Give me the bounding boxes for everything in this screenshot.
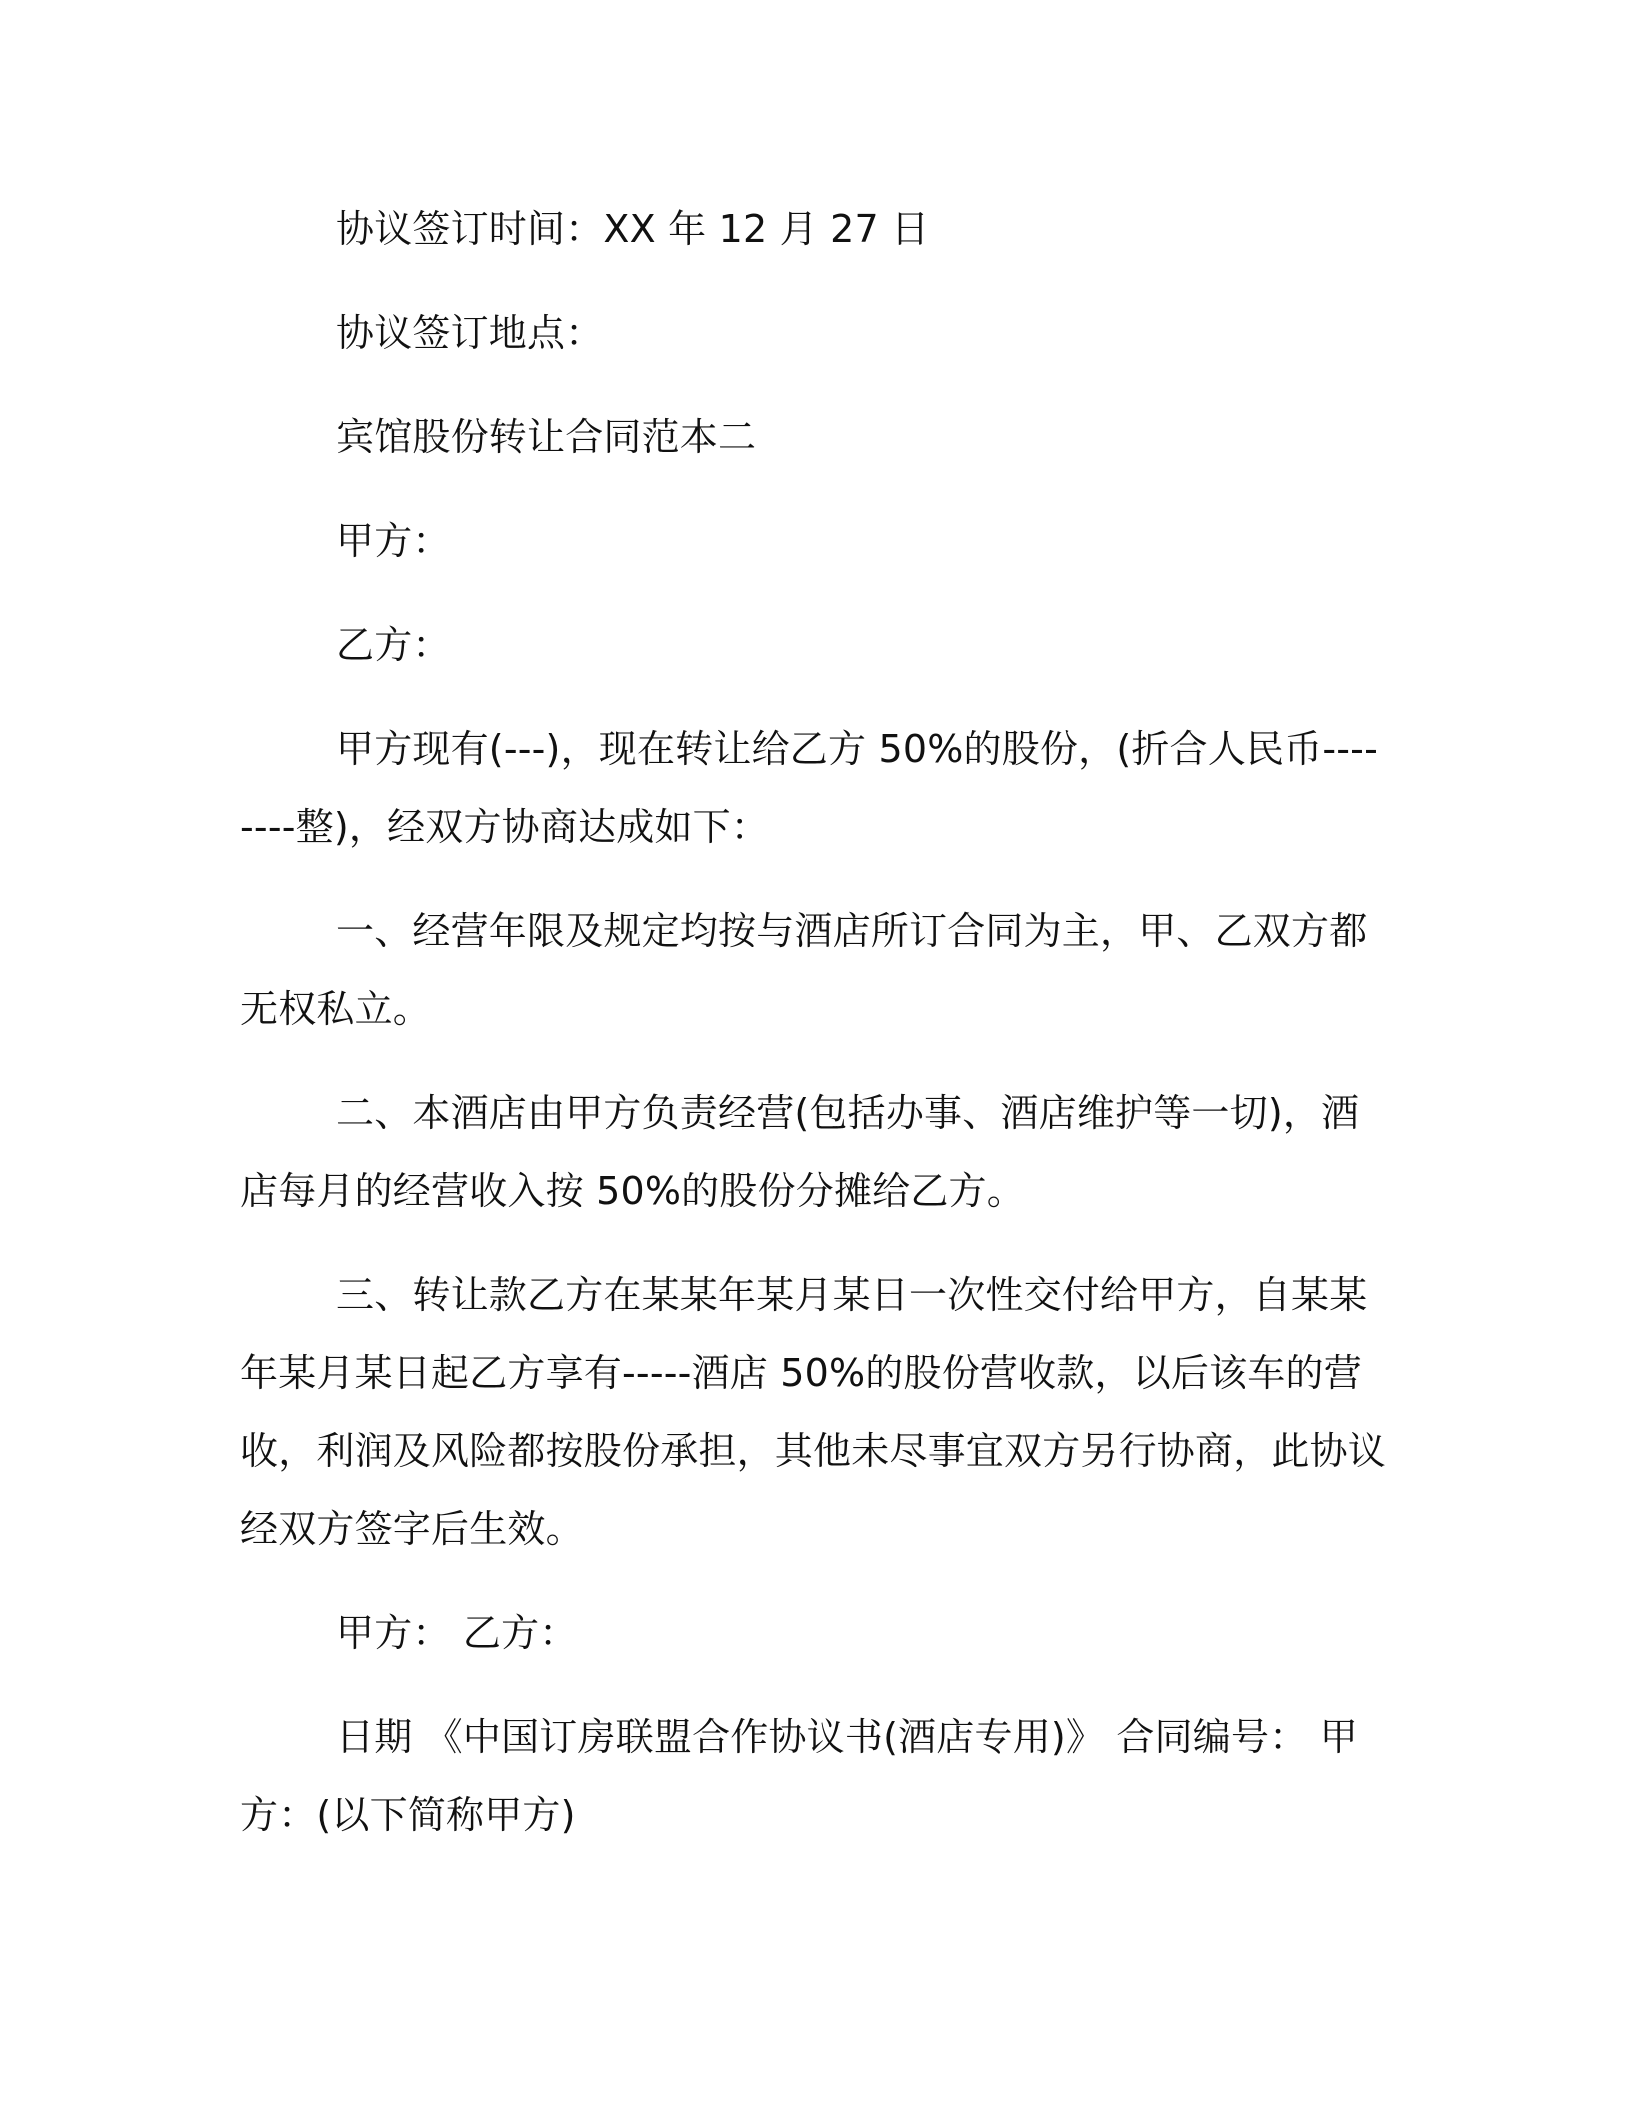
clause-1: 一、经营年限及规定均按与酒店所订合同为主，甲、乙双方都无权私立。 (240, 909, 1368, 1031)
signing-time: 协议签订时间：XX 年 12 月 27 日 (336, 207, 930, 251)
party-a: 甲方： (336, 519, 451, 563)
next-agreement-intro: 日期 《中国订房联盟合作协议书(酒店专用)》 合同编号： 甲方：(以下简称甲方) (240, 1715, 1358, 1837)
clause-2: 二、本酒店由甲方负责经营(包括办事、酒店维护等一切)，酒店每月的经营收入按 50%的股份分摊给乙方。 (240, 1091, 1360, 1213)
contract-title: 宾馆股份转让合同范本二 (336, 415, 757, 459)
clause-3: 三、转让款乙方在某某年某月某日一次性交付给甲方，自某某年某月某日起乙方享有-----酒店 50%的股份营收款，以后该车的营收，利润及风险都按股份承担，其他未尽事宜双方另行协商，此协议经双方签字后生效。 (240, 1273, 1387, 1551)
signing-place: 协议签订地点： (336, 311, 604, 355)
intro-paragraph: 甲方现有(---)，现在转让给乙方 50%的股份，(折合人民币--------整)，经双方协商达成如下： (240, 727, 1379, 849)
document-body (240, 190, 1390, 1880)
signatures: 甲方： 乙方： (336, 1611, 578, 1655)
party-b: 乙方： (336, 623, 451, 667)
